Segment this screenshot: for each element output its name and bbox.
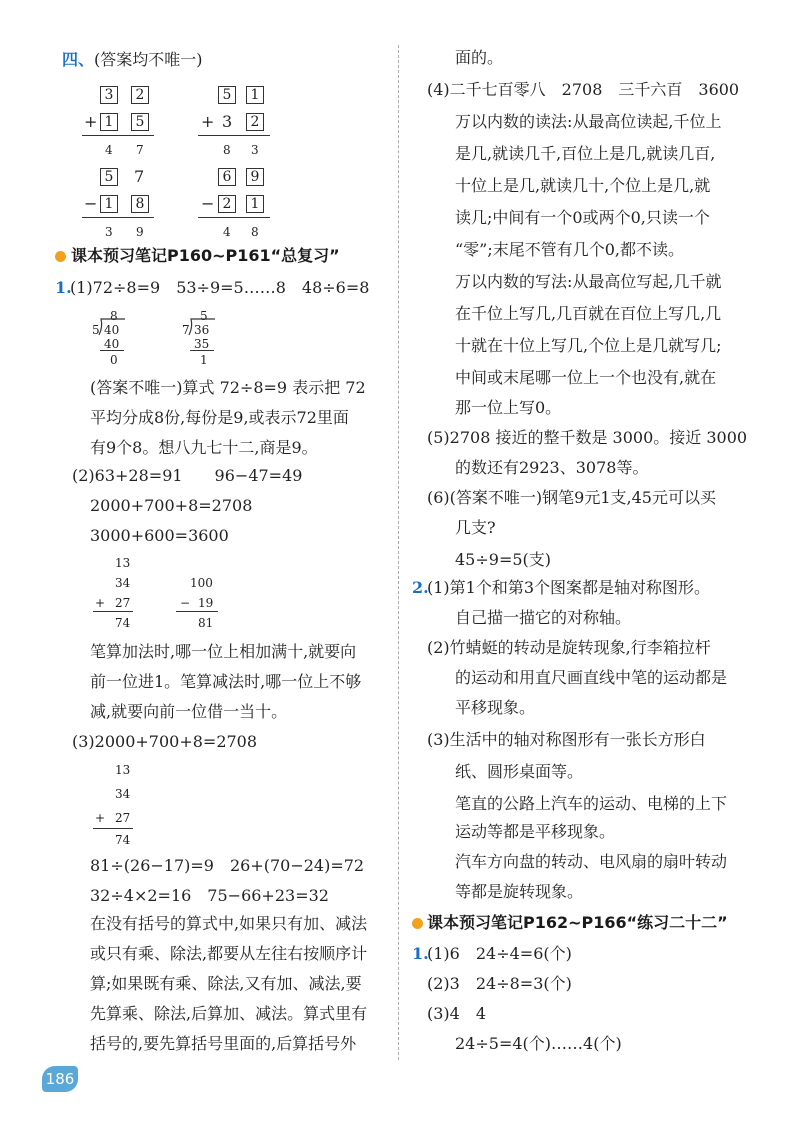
paragraph-line: 运动等都是平移现象。 [455, 822, 616, 841]
addend: 27 [115, 596, 131, 610]
subtrahend: 19 [198, 596, 214, 610]
paragraph-line: “零”;末尾不管有几个0,都不读。 [455, 240, 685, 259]
column-divider [398, 45, 399, 1060]
page-number-badge: 186 [42, 1066, 78, 1092]
product: 40 [104, 337, 120, 351]
digit-box: 1 [246, 195, 264, 213]
carry: 13 [115, 556, 131, 570]
sum-line [82, 135, 154, 136]
paragraph-line: 汽车方向盘的转动、电风扇的扇叶转动 [455, 852, 728, 871]
p1-line: (3)4 4 [427, 1004, 487, 1023]
addend: 34 [115, 787, 131, 801]
q2-line: 3000+600=3600 [90, 526, 229, 545]
paragraph-line: 面的。 [455, 48, 504, 67]
paragraph-line: 的运动和用直尺画直线中笔的运动都是 [455, 668, 728, 687]
difference-line [176, 611, 218, 612]
digit-box: 8 [131, 195, 149, 213]
difference-line [198, 217, 270, 218]
digit: 7 [134, 167, 145, 186]
divisor: 7 [182, 323, 190, 337]
digit-box: 5 [218, 86, 236, 104]
q2-line: (3)生活中的轴对称图形有一张长方形白 [427, 730, 706, 749]
digit-box: 5 [131, 113, 149, 131]
paragraph-line: 在千位上写几,几百就在百位上写几,几 [455, 304, 722, 323]
p1-line: (2)3 24÷8=3(个) [427, 974, 572, 993]
operator: + [201, 112, 215, 131]
paragraph-line: 几支? [455, 518, 496, 537]
paragraph-line: 等都是旋转现象。 [455, 882, 584, 901]
paragraph-line: 算;如果既有乘、除法,又有加、减法,要 [90, 974, 362, 993]
sum: 74 [115, 833, 131, 847]
q2-line: 2000+700+8=2708 [90, 496, 253, 515]
digit-box: 2 [131, 86, 149, 104]
operator: + [95, 811, 106, 825]
quotient: 5 [200, 309, 208, 323]
paragraph-line: 万以内数的写法:从最高位写起,几千就 [455, 272, 722, 291]
paragraph-line: 平移现象。 [455, 698, 536, 717]
bullet-icon [55, 251, 66, 262]
paragraph-line: 中间或末尾哪一位上一个也没有,就在 [455, 368, 717, 387]
paragraph-line: 减,就要向前一位借一当十。 [90, 702, 288, 721]
q2-line: (2)竹蜻蜓的转动是旋转现象,行李箱拉杆 [427, 638, 711, 657]
paragraph-line: 读几;中间有一个0或两个0,只读一个 [455, 208, 710, 227]
product: 35 [194, 337, 210, 351]
q2-line: (1)第1个和第3个图案都是轴对称图形。 [427, 578, 711, 597]
paragraph-line: 45÷9=5(支) [455, 550, 552, 569]
paragraph-line: 或只有乘、除法,都要从左往右按顺序计 [90, 944, 368, 963]
paragraph-line: 万以内数的读法:从最高位读起,千位上 [455, 112, 722, 131]
section-heading: 课本预习笔记P162~P166“练习二十二” [427, 913, 728, 932]
q2-line: (2)63+28=91 96−47=49 [72, 466, 303, 485]
digit: 3 [222, 112, 233, 131]
remainder: 0 [110, 353, 118, 367]
digit-box: 5 [100, 168, 118, 186]
operator: − [201, 194, 215, 213]
paragraph-line: 自己描一描它的对称轴。 [455, 608, 632, 627]
section-heading: 课本预习笔记P160~P161“总复习” [71, 246, 340, 265]
p1-line: 24÷5=4(个)……4(个) [455, 1034, 622, 1053]
sum: 74 [115, 616, 131, 630]
paragraph-line: 十位上是几,就读几十,个位上是几,就 [455, 176, 711, 195]
q1-line: (1)72÷8=9 53÷9=5……8 48÷6=8 [70, 278, 370, 297]
paragraph-line: 在没有括号的算式中,如果只有加、减法 [90, 914, 368, 933]
addend: 27 [115, 811, 131, 825]
bullet-icon [412, 918, 423, 929]
result-digit: 3 [251, 143, 259, 157]
sum-line [93, 611, 133, 612]
carry: 13 [115, 763, 131, 777]
divisor: 5 [92, 323, 100, 337]
question-number: 1. [55, 278, 72, 297]
difference: 81 [198, 616, 214, 630]
paragraph-line: 先算乘、除法,后算加、减法。算式里有 [90, 1004, 368, 1023]
result-digit: 4 [105, 143, 113, 157]
operator: − [84, 194, 98, 213]
q3-line: 81÷(26−17)=9 26+(70−24)=72 [90, 856, 365, 875]
operator: + [95, 596, 106, 610]
dividend: 36 [194, 323, 210, 337]
digit-box: 1 [100, 113, 118, 131]
paragraph-line: 十就在十位上写几,个位上是几就写几; [455, 336, 722, 355]
result-digit: 9 [136, 225, 144, 239]
paragraph-line: 是几,就读几千,百位上是几,就读几百, [455, 144, 716, 163]
section4-heading: 四、(答案均不唯一) [62, 50, 203, 69]
result-digit: 7 [136, 143, 144, 157]
digit-box: 1 [100, 195, 118, 213]
result-digit: 8 [251, 225, 259, 239]
digit-box: 6 [218, 168, 236, 186]
paragraph-line: 纸、圆形桌面等。 [455, 762, 584, 781]
paragraph-line: 笔算加法时,哪一位上相加满十,就要向 [90, 642, 357, 661]
minuend: 100 [190, 576, 213, 590]
addend: 34 [115, 576, 131, 590]
paragraph-line: 平均分成8份,每份是9,或表示72里面 [90, 408, 349, 427]
difference-line [82, 217, 154, 218]
remainder: 1 [200, 353, 208, 367]
result-digit: 8 [223, 143, 231, 157]
question-number: 1. [412, 944, 429, 963]
paragraph-line: 有9个8。想八九七十二,商是9。 [90, 438, 318, 457]
dividend: 40 [104, 323, 120, 337]
q5-line: (5)2708 接近的整千数是 3000。接近 3000 [427, 428, 748, 447]
paragraph-line: 笔直的公路上汽车的运动、电梯的上下 [455, 794, 728, 813]
result-digit: 4 [223, 225, 231, 239]
paragraph-line: 那一位上写0。 [455, 398, 562, 417]
q3-line: 32÷4×2=16 75−66+23=32 [90, 886, 329, 905]
sum-line [198, 135, 270, 136]
operator: + [84, 112, 98, 131]
digit-box: 1 [246, 86, 264, 104]
digit-box: 2 [218, 195, 236, 213]
result-digit: 3 [105, 225, 113, 239]
digit-box: 3 [100, 86, 118, 104]
paragraph-line: 的数还有2923、3078等。 [455, 458, 649, 477]
paragraph-line: 前一位进1。笔算减法时,哪一位上不够 [90, 672, 362, 691]
paragraph-line: 括号的,要先算括号里面的,后算括号外 [90, 1034, 357, 1053]
paragraph-line: (答案不唯一)算式 72÷8=9 表示把 72 [90, 378, 366, 397]
q4-line: (4)二千七百零八 2708 三千六百 3600 [427, 80, 740, 99]
quotient: 8 [110, 309, 118, 323]
digit-box: 2 [246, 113, 264, 131]
q6-line: (6)(答案不唯一)钢笔9元1支,45元可以买 [427, 488, 716, 507]
digit-box: 9 [246, 168, 264, 186]
question-number: 2. [412, 578, 429, 597]
q3-line: (3)2000+700+8=2708 [72, 732, 258, 751]
p1-line: (1)6 24÷4=6(个) [427, 944, 572, 963]
sum-line [93, 828, 133, 829]
operator: − [180, 596, 191, 610]
